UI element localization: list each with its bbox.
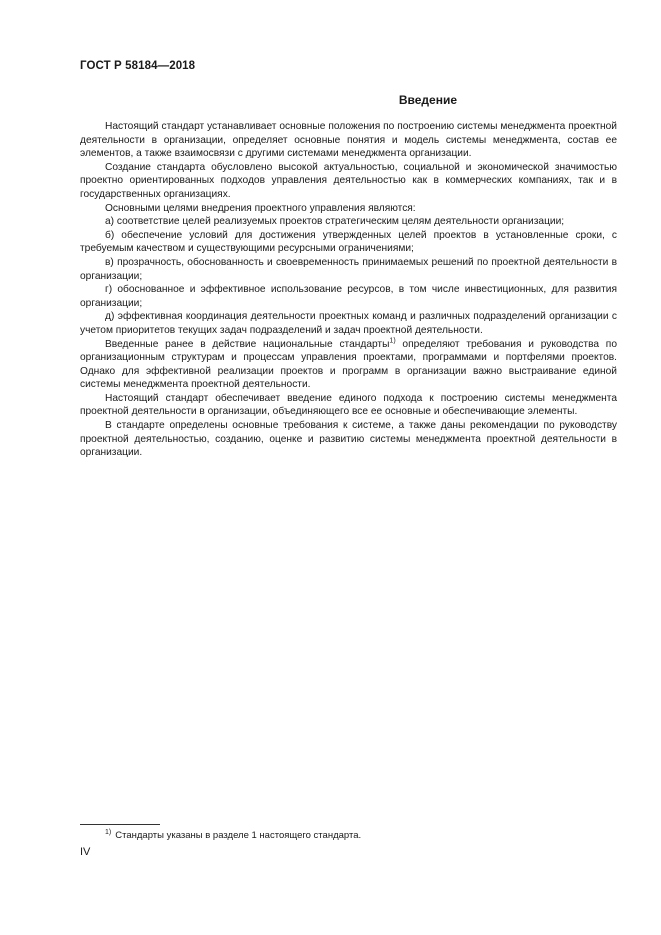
list-marker: б) bbox=[105, 229, 115, 241]
paragraph-requirements: В стандарте определены основные требования к системе, а также даны рекомендации по руководству проектной деятельностью, созданию, оценке и развитию системы менеджмента проектной деятельности в организации. bbox=[80, 420, 617, 459]
paragraph-goals-intro: Основными целями внедрения проектного управления являются: bbox=[105, 202, 416, 214]
paragraph-purpose: Настоящий стандарт устанавливает основные положения по построению системы менеджмента проектной деятельности в организации, определяет основные понятия и модель системы менеджмента, состав ее элементов, а также взаимосвязи с другими системами менеджмента организации. bbox=[80, 121, 617, 160]
section-title: Введение bbox=[398, 93, 457, 107]
list-item-text: обеспечение условий для достижения утвержденных целей проектов в установленные сроки, с требуемым качеством и существующими ресурсными ограничениями; bbox=[80, 229, 617, 255]
list-marker: а) bbox=[105, 216, 115, 228]
paragraph-unified-approach: Настоящий стандарт обеспечивает введение единого подхода к построению системы менеджмента проектной деятельности в организации, объединяющего все ее основные и обеспечивающие элементы. bbox=[80, 392, 617, 418]
list-item bbox=[80, 215, 617, 229]
list-marker: в) bbox=[105, 256, 114, 268]
paragraph-national-standards bbox=[80, 338, 617, 392]
introduction-body bbox=[80, 120, 617, 460]
list-marker: г) bbox=[105, 284, 113, 296]
footnote-text: Стандарты указаны в разделе 1 настоящего стандарта. bbox=[115, 830, 362, 841]
list-item bbox=[80, 229, 617, 256]
list-item-text: эффективная координация деятельности проектных команд и различных подразделений организации с учетом приоритетов текущих задач подразделений и задач проектной деятельности. bbox=[80, 311, 617, 336]
list-marker: д) bbox=[105, 311, 115, 323]
paragraph-text: Введенные ранее в действие национальные стандарты bbox=[105, 338, 390, 350]
document-code: ГОСТ Р 58184—2018 bbox=[80, 60, 196, 72]
page-number: IV bbox=[80, 846, 91, 858]
list-item bbox=[80, 310, 617, 337]
paragraph-text: определяют требования и руководства по организационным структурам и процессам управления проектами, программами и портфелями проектов. Однако для эффективной реализации проектов и программ в организации важно выстраивание единой системы менеджмента проектной деятельности. bbox=[80, 338, 617, 391]
footnote bbox=[80, 830, 617, 842]
list-item bbox=[80, 256, 617, 283]
paragraph-relevance: Создание стандарта обусловлено высокой актуальностью, социальной и экономической значимостью проектно ориентированных подходов управления деятельностью как в коммерческих компаниях, так и в государственных организациях. bbox=[80, 161, 617, 200]
list-item-text: обоснованное и эффективное использование ресурсов, в том числе инвестиционных, для развития организации; bbox=[80, 284, 617, 309]
list-item-text: соответствие целей реализуемых проектов стратегическим целям деятельности организации; bbox=[116, 216, 565, 228]
footnote-number: 1) bbox=[105, 828, 112, 836]
footnote-reference[interactable]: 1) bbox=[389, 337, 396, 345]
list-item-text: прозрачность, обоснованность и своевременность принимаемых решений по проектной деятельности в организации; bbox=[80, 256, 617, 282]
footnote-divider bbox=[80, 824, 160, 825]
list-item bbox=[80, 283, 617, 310]
